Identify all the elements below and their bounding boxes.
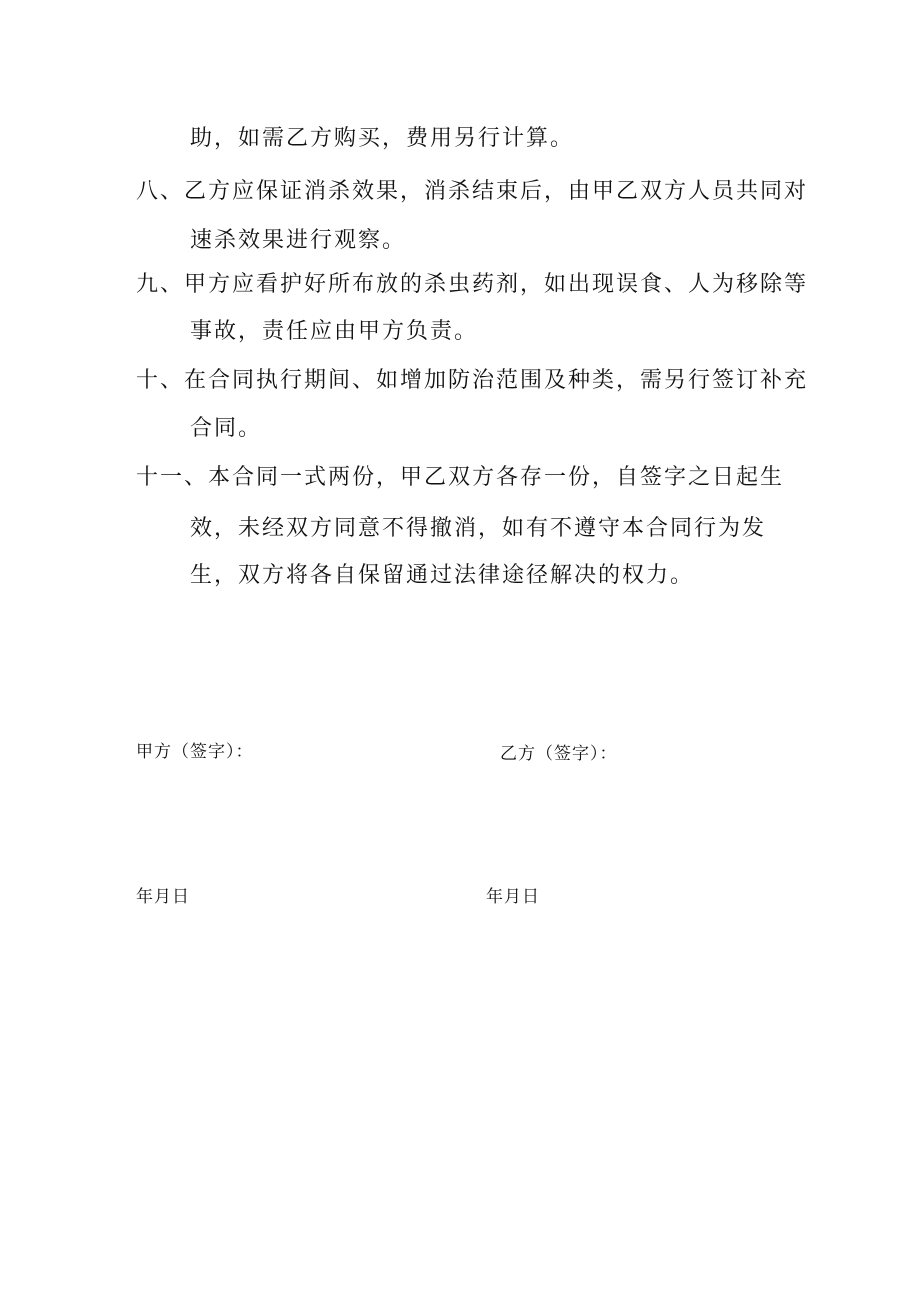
party-a-date-label: 年月日: [136, 887, 190, 907]
clause-11: 十一、本合同一式两份，甲乙双方各存一份，自签字之日起生: [136, 465, 785, 490]
clause-9-continuation: 事故，责任应由甲方负责。: [190, 319, 479, 344]
clause-9: 九、甲方应看护好所布放的杀虫药剂，如出现误食、人为移除等: [136, 272, 809, 297]
clause-7-continuation: 助，如需乙方购买，费用另行计算。: [190, 126, 575, 151]
clause-8-continuation: 速杀效果进行观察。: [190, 228, 407, 253]
party-b-date-label: 年月日: [486, 887, 540, 907]
clause-11-continuation-1: 效，未经双方同意不得撤消，如有不遵守本合同行为发: [190, 516, 767, 541]
clause-8: 八、乙方应保证消杀效果，消杀结束后，由甲乙双方人员共同对: [136, 179, 809, 204]
clause-10-continuation: 合同。: [190, 416, 263, 441]
party-a-signature-label: 甲方（签字）：: [136, 742, 254, 762]
clause-10: 十、在合同执行期间、如增加防治范围及种类，需另行签订补充: [136, 368, 809, 393]
party-b-signature-label: 乙方（签字）：: [500, 744, 618, 764]
clause-11-continuation-2: 生，双方将各自保留通过法律途径解决的权力。: [190, 563, 695, 588]
